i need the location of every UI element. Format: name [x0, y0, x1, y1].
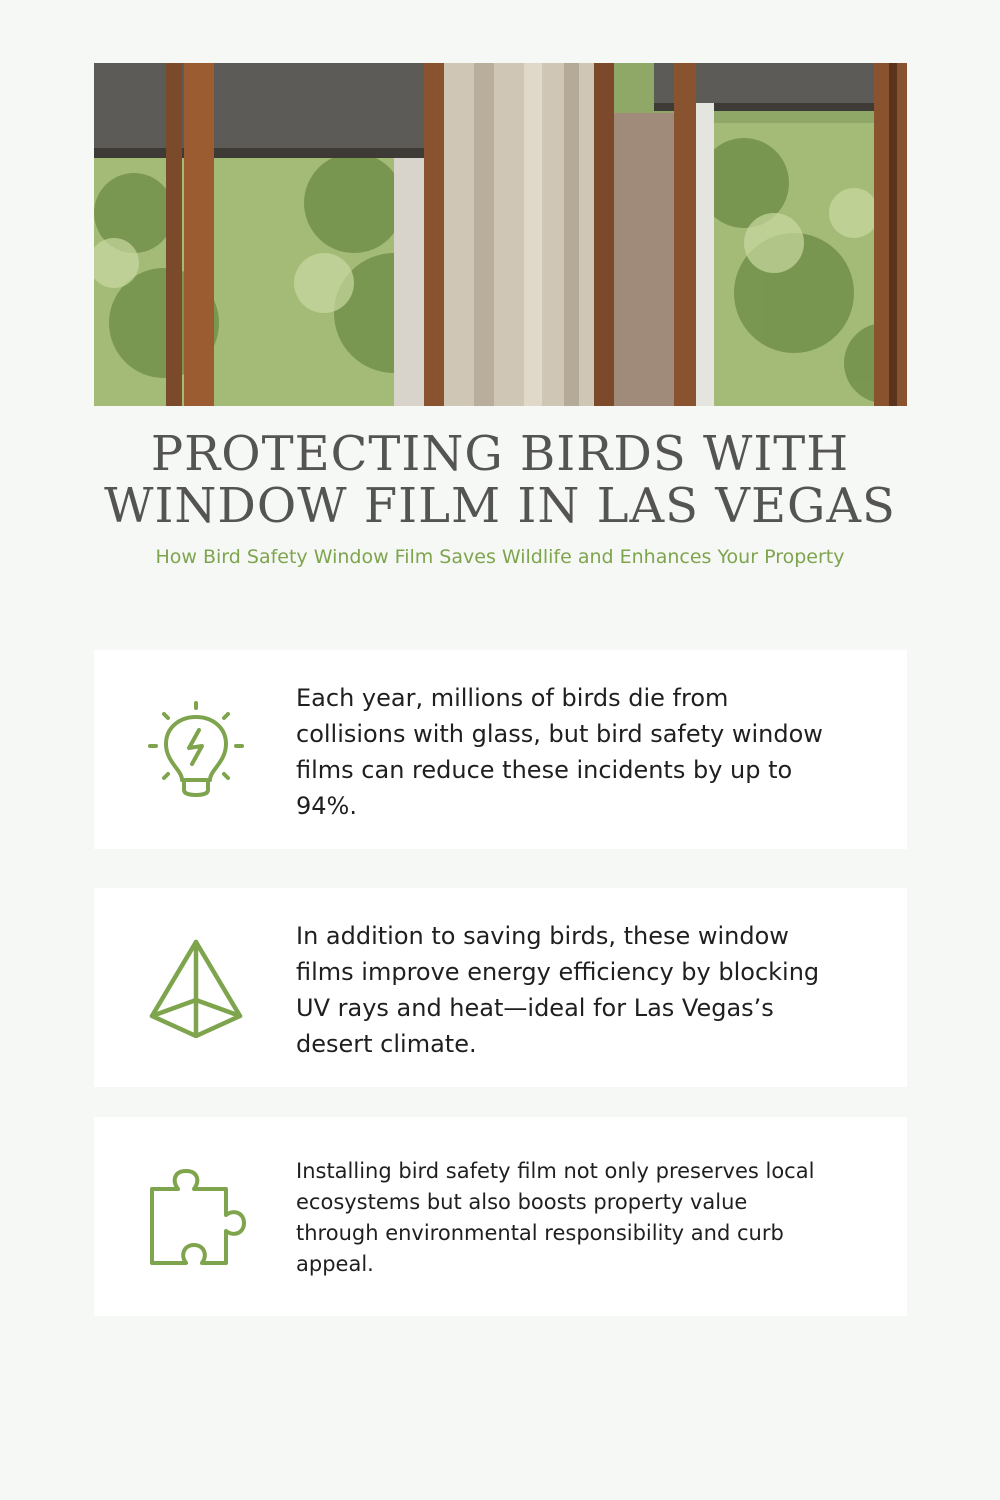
info-card-property-value: [94, 1117, 907, 1316]
info-card-bird-collisions: [94, 650, 907, 849]
page-subtitle: How Bird Safety Window Film Saves Wildlife and Enhances Your Property: [155, 546, 845, 568]
page-title: PROTECTING BIRDS WITH WINDOW FILM IN LAS VEGAS: [104, 426, 896, 534]
lightbulb-icon: [144, 700, 248, 800]
puzzle-piece-icon: [144, 1167, 248, 1267]
info-card-text: Installing bird safety film not only preserves local ecosystems but also boosts property value through environmental responsibility and curb appeal.: [296, 1159, 815, 1276]
info-card-text: Each year, millions of birds die from collisions with glass, but bird safety window films can reduce these incidents by up to 94%.: [296, 684, 823, 820]
pyramid-icon: [144, 938, 248, 1038]
info-card-text: In addition to saving birds, these window films improve energy efficiency by blocking UV rays and heat—ideal for Las Vegas’s desert climate.: [296, 922, 820, 1058]
info-card-energy-efficiency: [94, 888, 907, 1087]
hero-image: [94, 63, 907, 406]
